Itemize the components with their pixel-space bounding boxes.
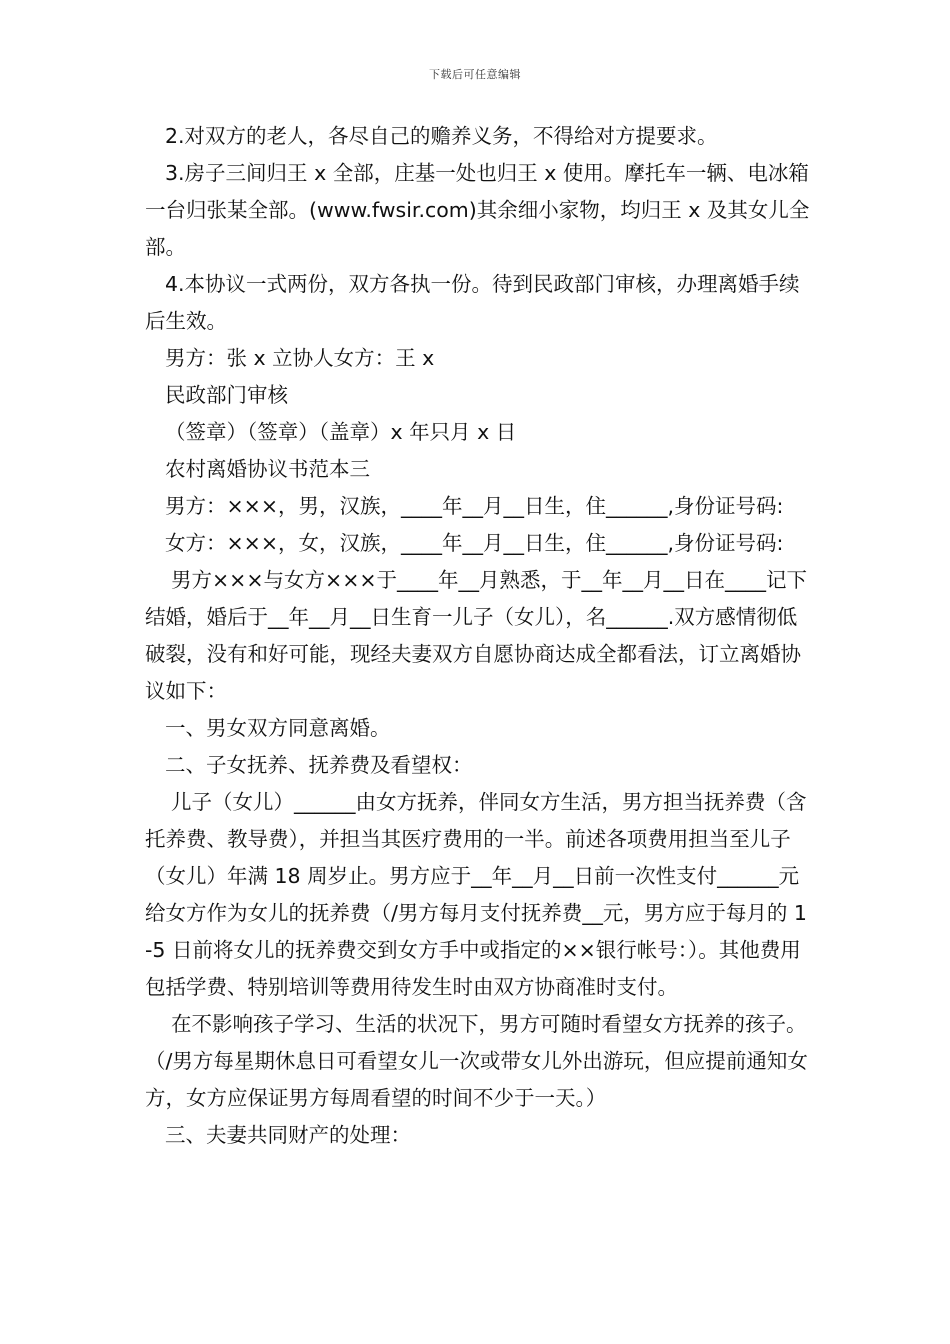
section-title-template-three: 农村离婚协议书范本三 [165, 457, 370, 481]
paragraph-husband-info: 男方：×××，男，汉族，____年__月__日生，住______,身份证号码: [165, 494, 784, 518]
paragraph-civil-affairs-review: 民政部门审核 [165, 383, 288, 407]
page-header: 下载后可任意编辑 [429, 68, 521, 81]
paragraph-visitation: 在不影响孩子学习、生活的状况下，男方可随时看望女方抚养的孩子。（/男方每星期休息日可看望女儿一次或带女儿外出游玩，但应提前通知女方，女方应保证男方每周看望的时间不少于一天。） [145, 1012, 808, 1110]
paragraph-property-division: 3.房子三间归王 x 全部，庄基一处也归王 x 使用。摩托车一辆、电冰箱一台归张某全部。(www.fwsir.com)其余细小家物，均归王 x 及其女儿全部。 [145, 161, 810, 259]
document-body [145, 118, 810, 1154]
clause-three-property: 三、夫妻共同财产的处理： [165, 1123, 411, 1147]
paragraph-signatories: 男方：张 x 立协人女方：王 x [165, 346, 435, 370]
clause-one-divorce: 一、男女双方同意离婚。 [165, 716, 391, 740]
paragraph-seals-date: （签章）（签章）（盖章）x 年只月 x 日 [165, 420, 517, 444]
paragraph-marriage-background: 男方×××与女方×××于____年__月熟悉，于__年__月__日在____记下结婚，婚后于__年__月__日生育一儿子（女儿），名______.双方感情彻低破裂，没有和好可能，现经夫妻双方自愿协商达成全都看法，订立离婚协议如下： [145, 568, 808, 703]
paragraph-agreement-copies: 4.本协议一式两份，双方各执一份。待到民政部门审核，办理离婚手续后生效。 [145, 272, 800, 333]
clause-two-child-support: 二、子女抚养、抚养费及看望权： [165, 753, 473, 777]
paragraph-wife-info: 女方：×××，女，汉族，____年__月__日生，住______,身份证号码: [165, 531, 784, 555]
paragraph-child-custody: 儿子（女儿）______由女方抚养，伴同女方生活，男方担当抚养费（含托养费、教导费），并担当其医疗费用的一半。前述各项费用担当至儿子（女儿）年满 18 周岁止。男方应于__年__月__日前一次性支付______元给女方作为女儿的抚养费（/男方每月支付抚养费__元，男方应于每月的 1-5 日前将女儿的抚养费交到女方手中或指定的××银行帐号：）。其他费用包括学费、特别培训等费用待发生时由双方协商准时支付。 [145, 790, 807, 999]
paragraph-elder-support: 2.对双方的老人，各尽自己的赡养义务，不得给对方提要求。 [165, 124, 718, 148]
